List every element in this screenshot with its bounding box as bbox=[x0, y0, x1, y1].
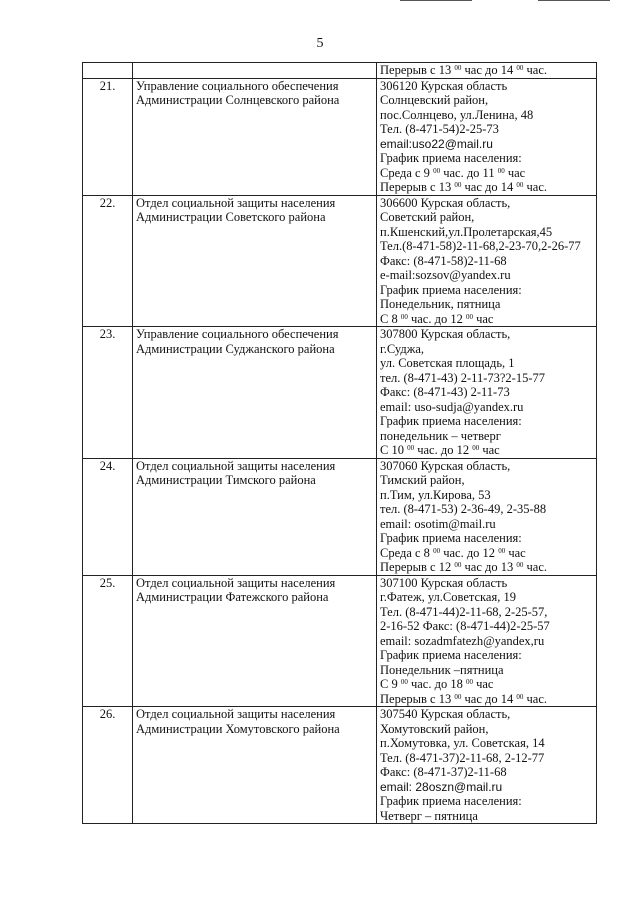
schedule-title: График приема населения: bbox=[380, 794, 522, 808]
phone-line: Тел. (8-471-37)2-11-68, 2-12-77 bbox=[380, 750, 545, 765]
organization-line: Отдел социальной защиты населения bbox=[136, 575, 336, 590]
schedule-line: Среда с 8 $^{00}$ час. до 12 $^{00}$ час bbox=[380, 545, 526, 560]
schedule-line: С 9 $^{00}$ час. до 18 $^{00}$ час bbox=[380, 677, 494, 691]
fax-line: Факс: (8-471-43) 2-11-73 bbox=[380, 385, 510, 399]
contacts-table bbox=[82, 62, 597, 824]
info-cell bbox=[377, 63, 597, 79]
address-line: 307540 Курская область, bbox=[380, 707, 511, 721]
contact-info bbox=[377, 195, 597, 327]
address-line: 307100 Курская область bbox=[380, 575, 508, 590]
schedule-line: С 10 $^{00}$ час. до 12 $^{00}$ час bbox=[380, 443, 500, 457]
organization-line: Администрации Тимского района bbox=[136, 473, 316, 487]
table-row bbox=[83, 575, 597, 707]
organization-name bbox=[133, 327, 377, 459]
organization-name bbox=[133, 707, 377, 824]
phone-line: Тел. (8-471-54)2-25-73 bbox=[380, 122, 499, 136]
phone-line: тел. (8-471-53) 2-36-49, 2-35-88 bbox=[380, 502, 547, 516]
page-number: 5 bbox=[316, 36, 324, 51]
contact-info bbox=[377, 707, 597, 824]
schedule-line: Перерыв с 13 $^{00}$ час до 14 $^{00}$ час. bbox=[380, 691, 547, 706]
email-line: email: uso-sudja@yandex.ru bbox=[380, 399, 524, 414]
schedule-line: Перерыв с 13 $^{00}$ час до 14 $^{00}$ час. bbox=[380, 63, 547, 77]
contact-info bbox=[377, 458, 597, 575]
organization-line: Администрации Советского района bbox=[136, 210, 326, 224]
table-row bbox=[83, 707, 597, 824]
contact-info bbox=[377, 327, 597, 459]
address-line: ул. Советская площадь, 1 bbox=[380, 356, 515, 370]
schedule-title: График приема населения: bbox=[380, 531, 522, 545]
schedule-days: Четверг – пятница bbox=[380, 808, 478, 823]
address-line: 306600 Курская область, bbox=[380, 195, 511, 210]
fax-line: Факс: (8-471-58)2-11-68 bbox=[380, 253, 507, 268]
org-cell bbox=[133, 63, 377, 79]
address-line: г.Фатеж, ул.Советская, 19 bbox=[380, 590, 516, 604]
address-line: п.Тим, ул.Кирова, 53 bbox=[380, 487, 491, 502]
organization-name bbox=[133, 575, 377, 707]
row-number: 26. bbox=[83, 707, 133, 824]
header-rule-right bbox=[538, 0, 610, 1]
address-line: 307060 Курская область, bbox=[380, 458, 511, 473]
fax-line: Факс: (8-471-37)2-11-68 bbox=[380, 765, 507, 779]
phone-line: тел. (8-471-43) 2-11-73?2-15-77 bbox=[380, 370, 546, 385]
organization-line: Управление социального обеспечения bbox=[136, 327, 339, 341]
address-line: г.Суджа, bbox=[380, 341, 425, 356]
contact-info bbox=[377, 575, 597, 707]
email-line: email: 28oszn@mail.ru bbox=[380, 779, 503, 794]
email-line: e-mail:sozsov@yandex.ru bbox=[380, 268, 511, 282]
row-number: 23. bbox=[83, 327, 133, 459]
organization-name bbox=[133, 78, 377, 195]
schedule-days: Понедельник –пятница bbox=[380, 662, 504, 677]
schedule-title: График приема населения: bbox=[380, 282, 522, 297]
organization-line: Управление социального обеспечения bbox=[136, 78, 339, 93]
contact-info bbox=[377, 78, 597, 195]
table-row bbox=[83, 458, 597, 575]
schedule-line: Перерыв с 12 $^{00}$ час до 13 $^{00}$ час. bbox=[380, 560, 547, 574]
organization-line: Отдел социальной защиты населения bbox=[136, 707, 336, 721]
email-line: email: sozadmfatezh@yandex,ru bbox=[380, 633, 545, 648]
organization-line: Администрации Солнцевского района bbox=[136, 93, 340, 107]
address-line: Солнцевский район, bbox=[380, 93, 489, 107]
row-number: 21. bbox=[83, 78, 133, 195]
address-line: 307800 Курская область, bbox=[380, 327, 511, 341]
schedule-days: понедельник – четверг bbox=[380, 428, 501, 443]
row-number: 24. bbox=[83, 458, 133, 575]
phone-line: Тел.(8-471-58)2-11-68,2-23-70,2-26-77 bbox=[380, 239, 581, 253]
email-line: email:uso22@mail.ru bbox=[380, 136, 493, 151]
email-line: email: osotim@mail.ru bbox=[380, 516, 496, 531]
organization-name bbox=[133, 458, 377, 575]
table-row-continuation bbox=[83, 63, 597, 79]
schedule-title: График приема населения: bbox=[380, 414, 522, 428]
organization-line: Отдел социальной защиты населения bbox=[136, 195, 336, 210]
organization-line: Отдел социальной защиты населения bbox=[136, 458, 336, 473]
address-line: пос.Солнцево, ул.Ленина, 48 bbox=[380, 107, 534, 122]
schedule-title: График приема населения: bbox=[380, 648, 522, 662]
row-number: 22. bbox=[83, 195, 133, 327]
phone-line: Тел. (8-471-44)2-11-68, 2-25-57, bbox=[380, 604, 548, 619]
organization-line: Администрации Фатежского района bbox=[136, 590, 329, 604]
organization-line: Администрации Суджанского района bbox=[136, 341, 335, 356]
row-number: 25. bbox=[83, 575, 133, 707]
schedule-line: С 8 $^{00}$ час. до 12 $^{00}$ час bbox=[380, 311, 494, 326]
table-row bbox=[83, 327, 597, 459]
phone-line: 2-16-52 Факс: (8-471-44)2-25-57 bbox=[380, 619, 550, 633]
address-line: Хомутовский район, bbox=[380, 721, 489, 736]
address-line: Советский район, bbox=[380, 210, 475, 224]
num-cell bbox=[83, 63, 133, 79]
table-row bbox=[83, 78, 597, 195]
address-line: п.Кшенский,ул.Пролетарская,45 bbox=[380, 224, 553, 239]
schedule-title: График приема населения: bbox=[380, 151, 522, 165]
schedule-line: Среда с 9 $^{00}$ час. до 11 $^{00}$ час bbox=[380, 165, 526, 180]
address-line: 306120 Курская область bbox=[380, 78, 508, 93]
header-rule-left bbox=[400, 0, 472, 1]
schedule-days: Понедельник, пятница bbox=[380, 297, 501, 311]
address-line: п.Хомутовка, ул. Советская, 14 bbox=[380, 736, 545, 750]
table-row bbox=[83, 195, 597, 327]
organization-name bbox=[133, 195, 377, 327]
schedule-line: Перерыв с 13 $^{00}$ час до 14 $^{00}$ час. bbox=[380, 180, 547, 194]
organization-line: Администрации Хомутовского района bbox=[136, 721, 340, 736]
address-line: Тимский район, bbox=[380, 473, 465, 487]
